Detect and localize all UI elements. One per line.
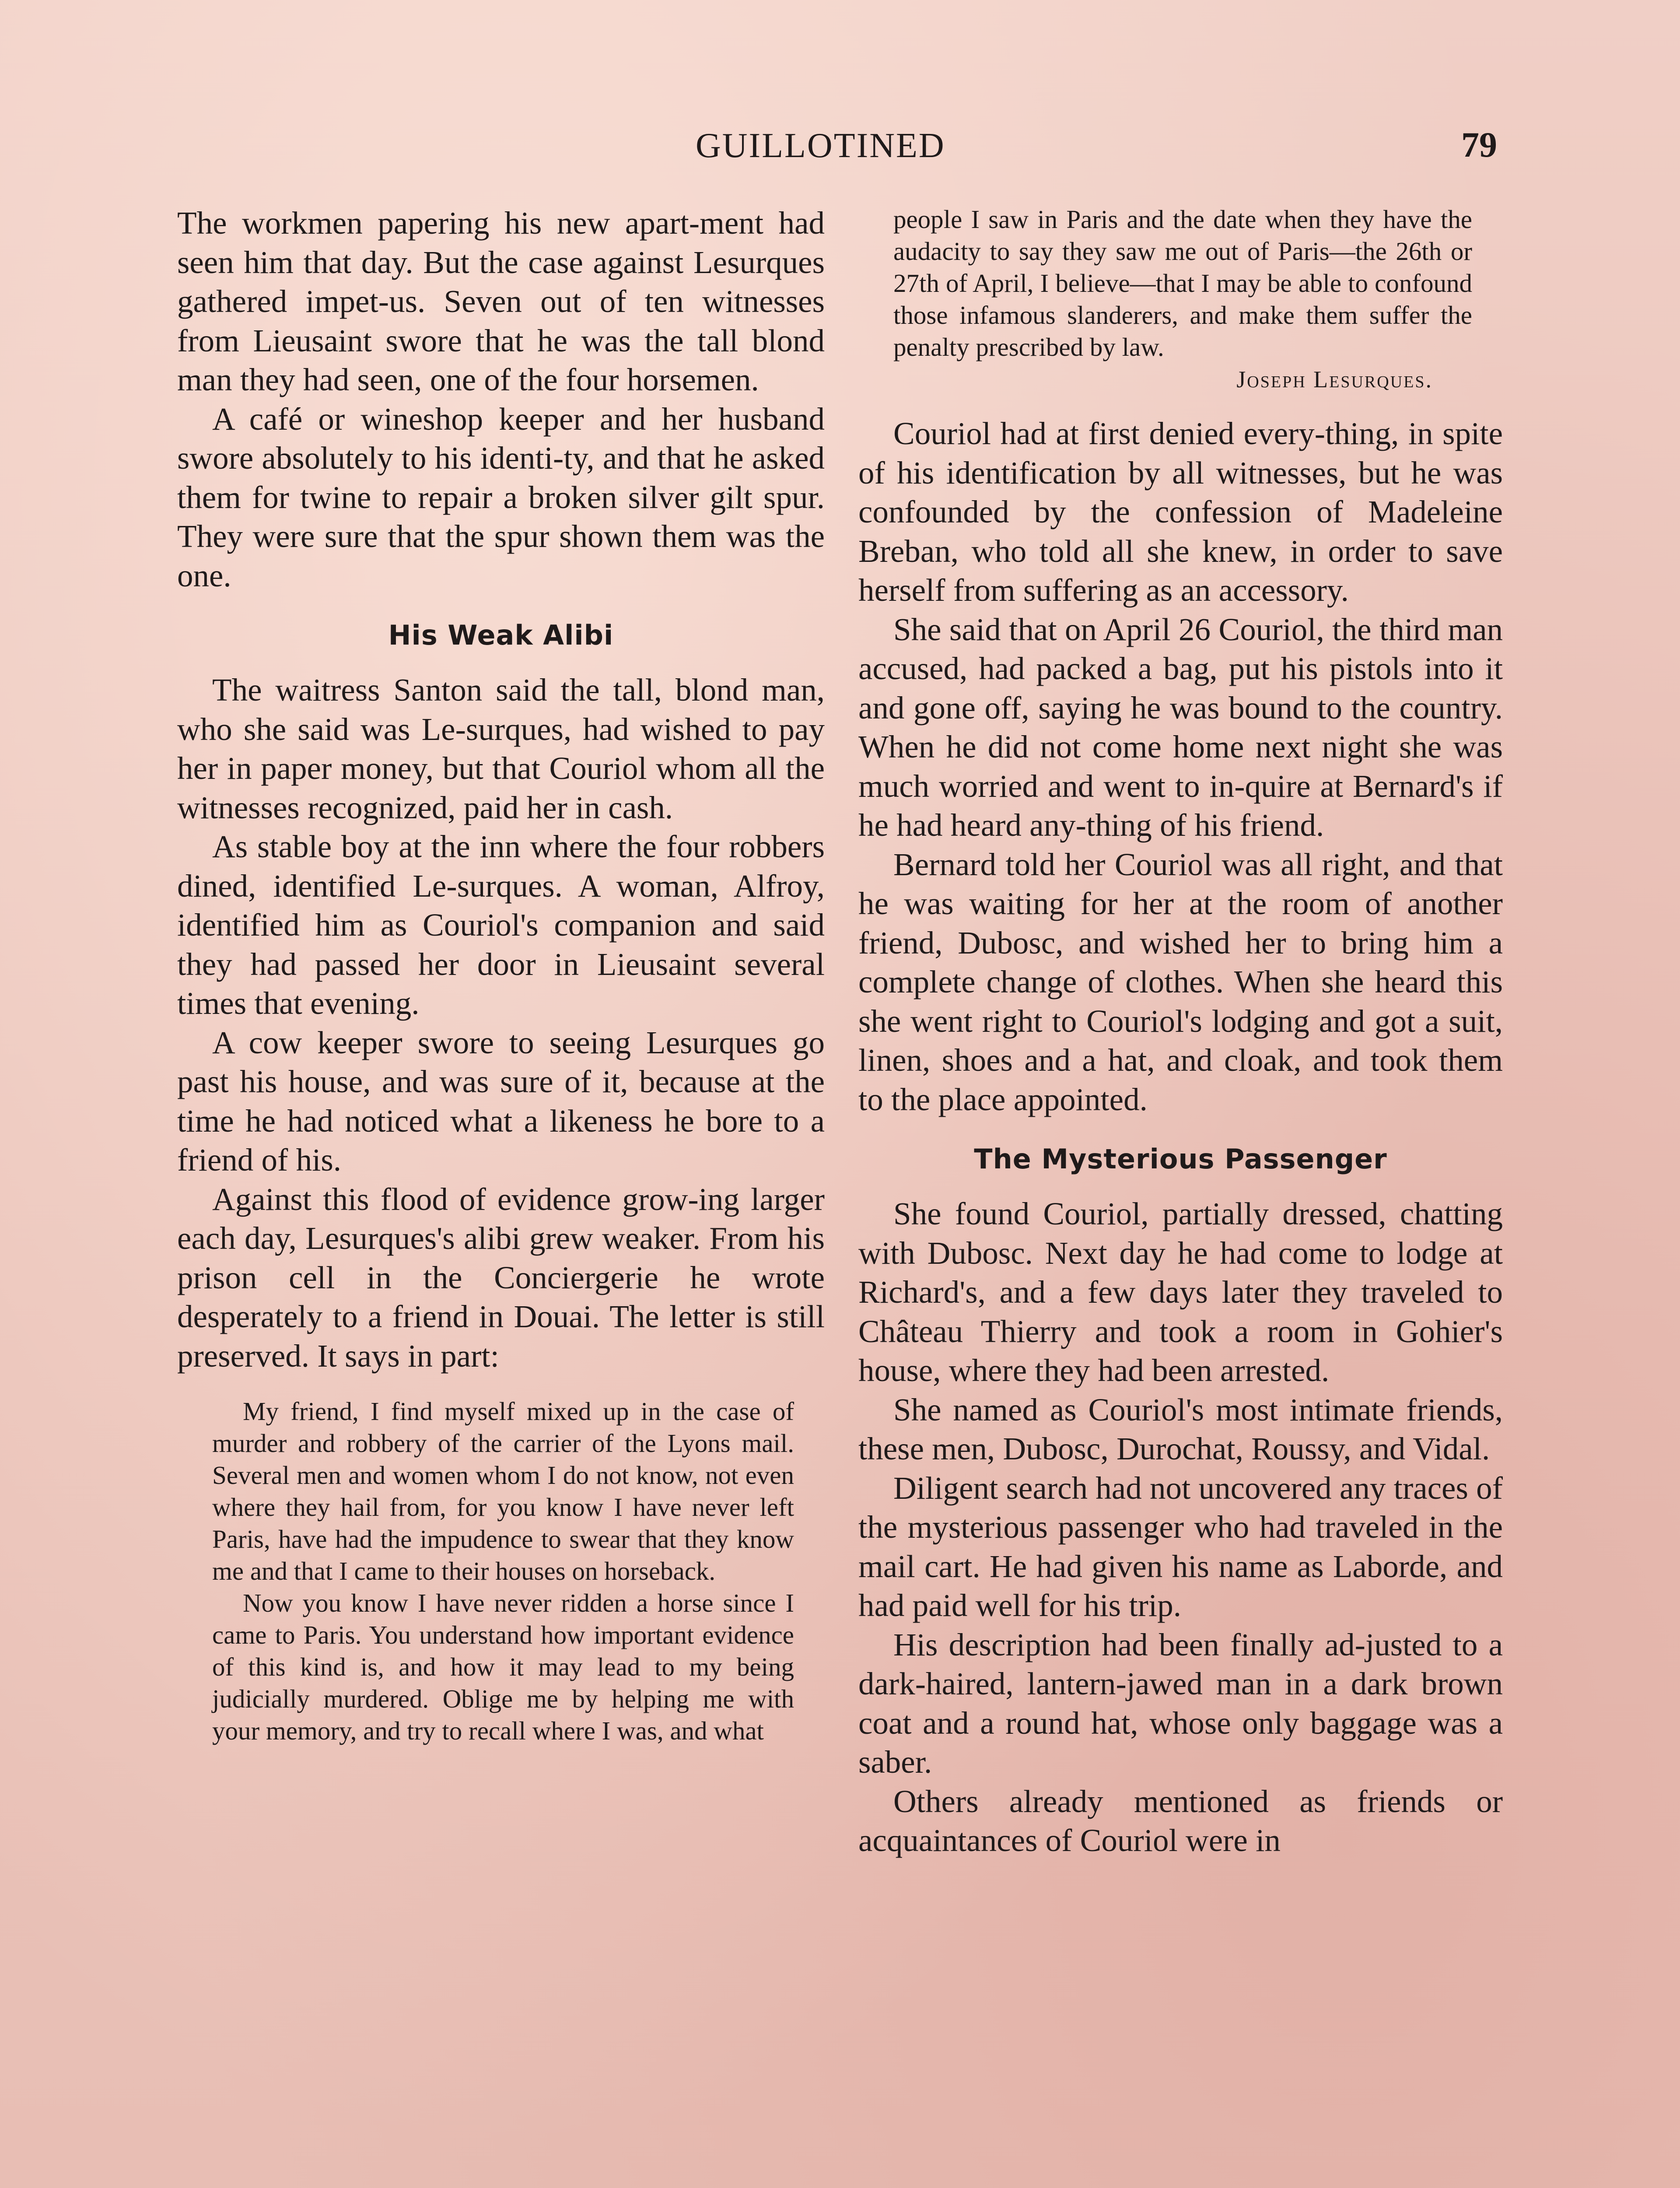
running-title: GUILLOTINED — [696, 126, 945, 165]
paragraph: Others already mentioned as friends or acquaintances of Couriol were in — [858, 1783, 1503, 1858]
section-heading: The Mysterious Passenger — [974, 1143, 1387, 1175]
paragraph: She named as Couriol's most intimate friends, these men, Dubosc, Durochat, Roussy, and Vidal. — [858, 1392, 1503, 1466]
section-heading: His Weak Alibi — [388, 619, 614, 651]
paragraph: His description had been finally ad-justed to a dark-haired, lantern-jawed man in a dark brown coat and a round hat, whose only baggage was a saber. — [858, 1627, 1503, 1780]
paragraph: Diligent search had not uncovered any traces of the mysterious passenger who had traveled in the mail cart. He had given his name as Laborde, and had paid well for his trip. — [858, 1470, 1503, 1623]
paragraph: Couriol had at first denied every-thing, in spite of his identification by all witnesses, but he was confounded by the confession of Madeleine Breban, who told all she knew, in order to save herself from suffering as an accessory. — [858, 416, 1503, 608]
left-column — [177, 203, 825, 1747]
paragraph: A café or wineshop keeper and her husband swore absolutely to his identi-ty, and that he asked them for twine to repair a broken silver gilt spur. They were sure that the spur shown them was the one. — [177, 401, 825, 593]
right-column — [858, 203, 1503, 1860]
paragraph: As stable boy at the inn where the four robbers dined, identified Le-surques. A woman, Alfroy, identified him as Couriol's companion and said they had passed her door in Lieusaint several times that evening. — [177, 829, 825, 1021]
paragraph: The workmen papering his new apart-ment had seen him that day. But the case against Lesurques gathered impet-us. Seven out of ten witnesses from Lieusaint swore that he was the tall blond man they had seen, one of the four horsemen. — [177, 205, 825, 397]
paragraph: The waitress Santon said the tall, blond man, who she said was Le-surques, had wished to pay her in paper money, but that Couriol whom all the witnesses recognized, paid her in cash. — [177, 672, 825, 825]
page-number: 79 — [1461, 125, 1497, 165]
paragraph: Bernard told her Couriol was all right, and that he was waiting for her at the room of another friend, Dubosc, and wished her to bring him a complete change of clothes. When she heard this she went right to Couriol's lodging and got a suit, linen, shoes and a hat, and cloak, and took them to the place appointed. — [858, 846, 1503, 1117]
paragraph: A cow keeper swore to seeing Lesurques go past his house, and was sure of it, because at the time he had noticed what a likeness he bore to a friend of his. — [177, 1024, 825, 1178]
quoted-letter — [212, 1396, 794, 1747]
letter-paragraph: My friend, I find myself mixed up in the case of murder and robbery of the carrier of the Lyons mail. Several men and women whom I do not know, not even where they hail from, for you know I have never left Paris, have had the impudence to swear that they know me and that I came to their houses on horseback. — [212, 1397, 794, 1585]
quoted-letter-continued — [893, 203, 1472, 363]
letter-paragraph: people I saw in Paris and the date when they have the audacity to say they saw me out of Paris—the 26th or 27th of April, I believe—that I may be able to confound those infamous slanderers, and make them suffer the penalty prescribed by law. — [893, 205, 1472, 361]
letter-signature: Joseph Lesurques. — [1236, 366, 1433, 393]
paragraph: She found Couriol, partially dressed, chatting with Dubosc. Next day he had come to lodge at Richard's, and a few days later they traveled to Château Thierry and took a room in Gohier's house, where they had been arrested. — [858, 1196, 1503, 1388]
paragraph: She said that on April 26 Couriol, the third man accused, had packed a bag, put his pistols into it and gone off, saying he was bound to the country. When he did not come home next night she was much worried and went to in-quire at Bernard's if he had heard any-thing of his friend. — [858, 611, 1503, 843]
paragraph: Against this flood of evidence grow-ing larger each day, Lesurques's alibi grew weaker. From his prison cell in the Conciergerie he wrote desperately to a friend in Douai. The letter is still preserved. It says in part: — [177, 1181, 825, 1374]
letter-paragraph: Now you know I have never ridden a horse since I came to Paris. You understand how important evidence of this kind is, and how it may lead to my being judicially murdered. Oblige me by helping me with your memory, and try to recall where I was, and what — [212, 1588, 794, 1745]
